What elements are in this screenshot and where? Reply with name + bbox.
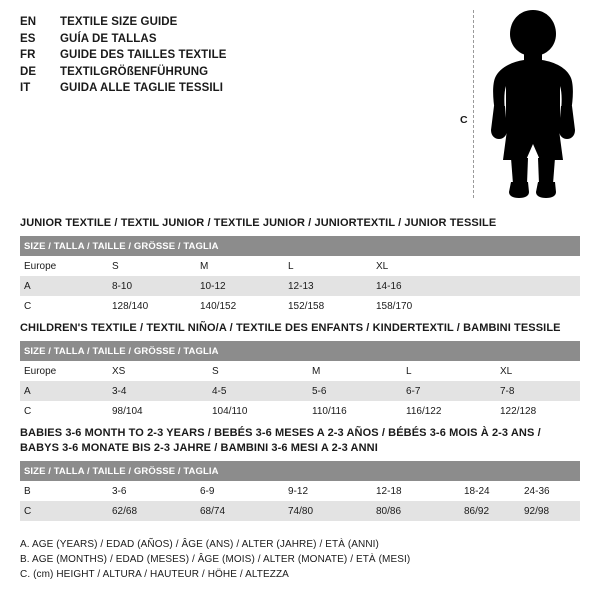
measure-label-c: C [460,114,468,126]
language-title: GUÍA DE TALLAS [60,32,157,45]
table-row [20,296,580,316]
table-row [20,481,580,501]
cell: 104/110 [208,401,308,421]
legend [20,537,410,582]
cell-empty [460,276,580,296]
measurement-figure [455,8,585,203]
language-title: GUIDE DES TAILLES TEXTILE [60,49,227,61]
row-label: C [20,296,108,316]
cell: 98/104 [108,401,208,421]
language-row [20,47,440,64]
cell: 6-9 [196,481,284,501]
cell: 116/122 [402,401,496,421]
table-header-label: SIZE / TALLA / TAILLE / GRÖSSE / TAGLIA [20,461,580,481]
language-row [20,80,440,97]
cell-empty [460,296,580,316]
cell: 6-7 [402,381,496,401]
cell: 158/170 [372,296,460,316]
cell: 10-12 [196,276,284,296]
cell-empty [460,256,580,276]
cell: 3-6 [108,481,196,501]
legend-line-b: B. AGE (MONTHS) / EDAD (MESES) / ÂGE (MOIS) / ALTER (MONATE) / ETÀ (MESI) [20,554,411,565]
cell: 92/98 [520,501,580,521]
row-label: Europe [20,361,108,381]
table-row [20,381,580,401]
language-code: FR [20,49,36,61]
cell: 14-16 [372,276,460,296]
legend-line-c: C. (cm) HEIGHT / ALTURA / HAUTEUR / HÖHE / ALTEZZA [20,569,289,580]
table-row [20,276,580,296]
row-label: A [20,276,108,296]
language-title: TEXTILGRÖßENFÜHRUNG [60,65,209,78]
cell: 9-12 [284,481,372,501]
section-title-junior: JUNIOR TEXTILE / TEXTIL JUNIOR / TEXTILE JUNIOR / JUNIORTEXTIL / JUNIOR TESSILE [20,217,497,229]
cell: 110/116 [308,401,402,421]
cell: 74/80 [284,501,372,521]
language-code: ES [20,32,36,45]
cell: 86/92 [460,501,520,521]
table-babies [20,461,580,521]
table-children [20,341,580,421]
cell: 68/74 [196,501,284,521]
language-code: IT [20,82,31,94]
cell: 80/86 [372,501,460,521]
table-row [20,256,580,276]
cell: 18-24 [460,481,520,501]
cell: 12-13 [284,276,372,296]
language-title: TEXTILE SIZE GUIDE [60,16,178,28]
cell: 3-4 [108,381,208,401]
cell: XL [372,256,460,276]
child-silhouette-icon [483,8,583,203]
cell: 152/158 [284,296,372,316]
section-title-babies-line1: BABIES 3-6 MONTH TO 2-3 YEARS / BEBÉS 3-6 MESES A 2-3 AÑOS / BÉBÉS 3-6 MOIS À 2-3 ANS / [20,427,541,439]
table-junior [20,236,580,316]
cell: XS [108,361,208,381]
table-row [20,361,580,381]
cell: XL [496,361,580,381]
cell: 4-5 [208,381,308,401]
cell: L [284,256,372,276]
table-header-row [20,461,580,481]
language-code: DE [20,65,37,78]
table-row [20,501,580,521]
cell: 12-18 [372,481,460,501]
table-header-label: SIZE / TALLA / TAILLE / GRÖSSE / TAGLIA [20,341,580,361]
legend-line-a: A. AGE (YEARS) / EDAD (AÑOS) / ÂGE (ANS) / ALTER (JAHRE) / ETÀ (ANNI) [20,539,379,550]
cell: 5-6 [308,381,402,401]
language-list [20,14,440,97]
cell: L [402,361,496,381]
row-label: C [20,401,108,421]
cell: 128/140 [108,296,196,316]
cell: M [308,361,402,381]
cell: 122/128 [496,401,580,421]
cell: M [196,256,284,276]
table-header-label: SIZE / TALLA / TAILLE / GRÖSSE / TAGLIA [20,236,580,256]
cell: S [208,361,308,381]
height-measure-line [473,10,474,198]
section-title-children: CHILDREN'S TEXTILE / TEXTIL NIÑO/A / TEXTILE DES ENFANTS / KINDERTEXTIL / BAMBINI TESSILE [20,322,561,334]
language-title: GUIDA ALLE TAGLIE TESSILI [60,82,224,94]
row-label: B [20,481,108,501]
cell: 8-10 [108,276,196,296]
row-label: A [20,381,108,401]
cell: 24-36 [520,481,580,501]
table-header-row [20,236,580,256]
table-header-row [20,341,580,361]
cell: 62/68 [108,501,196,521]
language-row [20,14,440,31]
table-row [20,401,580,421]
language-row [20,64,440,81]
language-row [20,31,440,48]
cell: 7-8 [496,381,580,401]
cell: S [108,256,196,276]
language-code: EN [20,16,37,28]
section-title-babies-line2: BABYS 3-6 MONATE BIS 2-3 JAHRE / BAMBINI 3-6 MESI A 2-3 ANNI [20,442,378,454]
row-label: C [20,501,108,521]
row-label: Europe [20,256,108,276]
cell: 140/152 [196,296,284,316]
